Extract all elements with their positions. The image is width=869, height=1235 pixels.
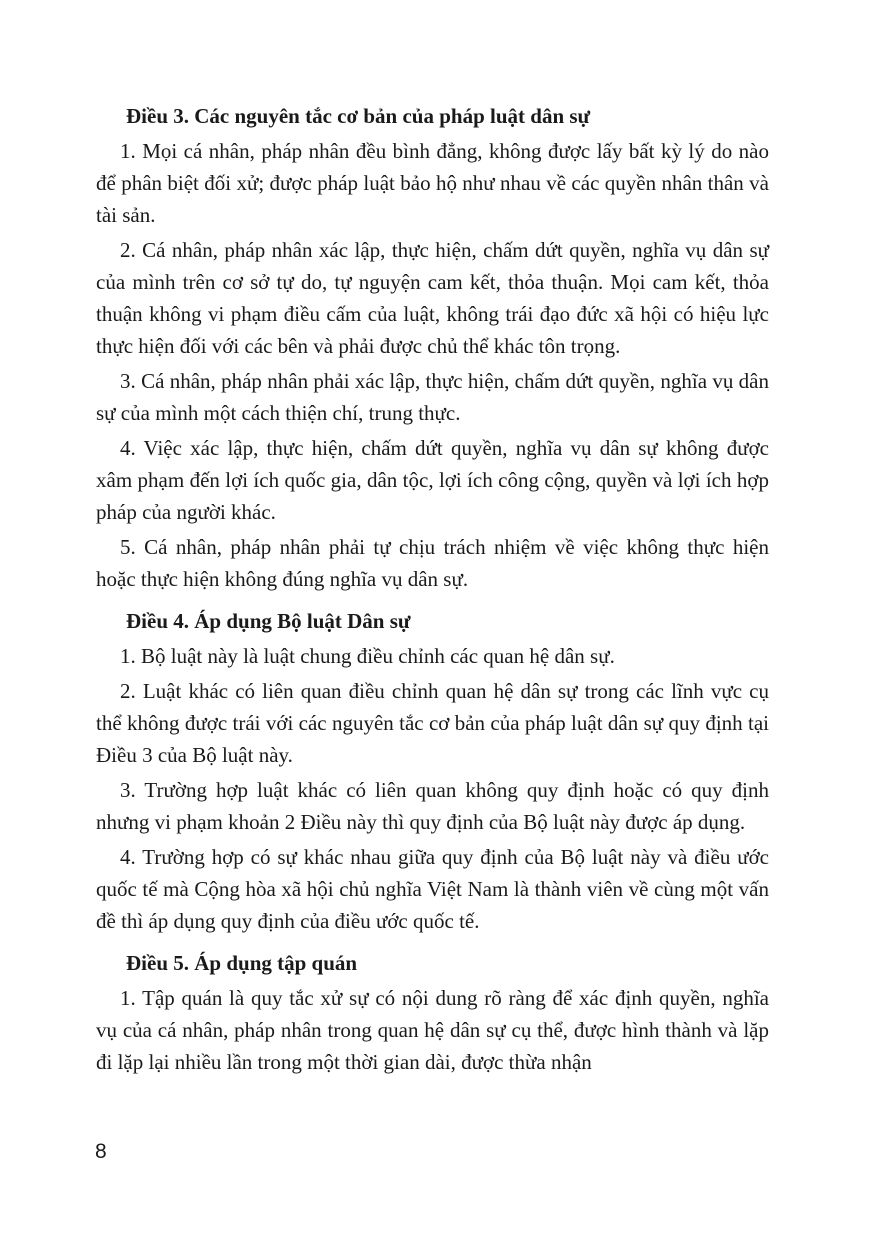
paragraph: 2. Cá nhân, pháp nhân xác lập, thực hiện, chấm dứt quyền, nghĩa vụ dân sự của mình trên cơ sở tự do, tự nguyện cam kết, thỏa thuận. Mọi cam kết, thỏa thuận không vi phạm điều cấm của luật, không trái đạo đức xã hội có hiệu lực thực hiện đối với các bên và phải được chủ thể khác tôn trọng. (96, 238, 769, 358)
paragraph: 3. Cá nhân, pháp nhân phải xác lập, thực hiện, chấm dứt quyền, nghĩa vụ dân sự của mình một cách thiện chí, trung thực. (96, 369, 769, 425)
article-5 (96, 947, 769, 1078)
article-3 (96, 100, 769, 595)
article-heading: Điều 4. Áp dụng Bộ luật Dân sự (126, 609, 411, 633)
paragraph: 3. Trường hợp luật khác có liên quan không quy định hoặc có quy định nhưng vi phạm khoản 2 Điều này thì quy định của Bộ luật này được áp dụng. (96, 778, 769, 834)
paragraph: 1. Bộ luật này là luật chung điều chỉnh các quan hệ dân sự. (120, 644, 615, 668)
page-number: 8 (95, 1140, 107, 1163)
paragraph: 1. Tập quán là quy tắc xử sự có nội dung rõ ràng để xác định quyền, nghĩa vụ của cá nhân, pháp nhân trong quan hệ dân sự cụ thể, được hình thành và lặp đi lặp lại nhiều lần trong một thời gian dài, được thừa nhận (96, 986, 769, 1074)
paragraph: 2. Luật khác có liên quan điều chỉnh quan hệ dân sự trong các lĩnh vực cụ thể không được trái với các nguyên tắc cơ bản của pháp luật dân sự quy định tại Điều 3 của Bộ luật này. (96, 679, 769, 767)
article-heading: Điều 3. Các nguyên tắc cơ bản của pháp luật dân sự (126, 104, 591, 128)
article-heading: Điều 5. Áp dụng tập quán (126, 951, 358, 975)
paragraph: 5. Cá nhân, pháp nhân phải tự chịu trách nhiệm về việc không thực hiện hoặc thực hiện không đúng nghĩa vụ dân sự. (96, 535, 769, 591)
paragraph: 4. Việc xác lập, thực hiện, chấm dứt quyền, nghĩa vụ dân sự không được xâm phạm đến lợi ích quốc gia, dân tộc, lợi ích công cộng, quyền và lợi ích hợp pháp của người khác. (96, 436, 769, 524)
article-4 (96, 605, 769, 937)
paragraph: 4. Trường hợp có sự khác nhau giữa quy định của Bộ luật này và điều ước quốc tế mà Cộng hòa xã hội chủ nghĩa Việt Nam là thành viên về cùng một vấn đề thì áp dụng quy định của điều ước quốc tế. (96, 845, 769, 933)
page-body (96, 100, 769, 1081)
paragraph: 1. Mọi cá nhân, pháp nhân đều bình đẳng, không được lấy bất kỳ lý do nào để phân biệt đối xử; được pháp luật bảo hộ như nhau về các quyền nhân thân và tài sản. (96, 139, 769, 227)
